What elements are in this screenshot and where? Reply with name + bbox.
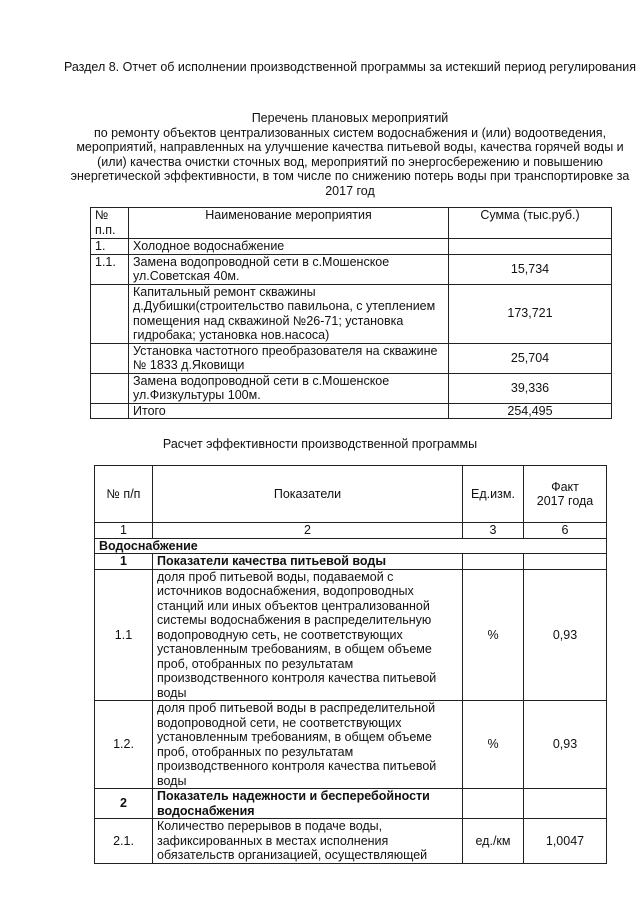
section-num: 1 — [95, 554, 153, 570]
row-num — [91, 373, 129, 403]
section-unit — [463, 554, 524, 570]
list-heading-body: по ремонту объектов централизованных систем водоснабжения и (или) водоотведения, мероприятий, направленных на улучшение качества питьевой воды, качества горячей воды и (или) качества очистки сточных вод, мероприятий по энергосбережению и повышению энергетической эффективности, в том числе по снижению потерь воды при транспортировке за 2017 год — [70, 125, 630, 198]
section-title: Раздел 8. Отчет об исполнении производственной программы за истекший период регулирования — [63, 60, 637, 74]
col-number: 2 — [153, 523, 463, 539]
table-row — [95, 569, 607, 701]
section-row — [95, 789, 607, 819]
row-fact: 0,93 — [524, 701, 607, 789]
header-sum: Сумма (тыс.руб.) — [449, 208, 612, 239]
list-heading — [70, 111, 630, 198]
row-text: Количество перерывов в подаче воды, зафиксированных в местах исполнения обязательств организацией, осуществляющей — [153, 819, 463, 864]
row-unit: ед./км — [463, 819, 524, 864]
efficiency-heading: Расчет эффективности производственной программы — [162, 437, 478, 451]
section-title: Показатели качества питьевой воды — [153, 554, 463, 570]
row-unit: % — [463, 701, 524, 789]
section-num: 2 — [95, 789, 153, 819]
row-name: Замена водопроводной сети в с.Мошенское ул.Физкультуры 100м. — [129, 373, 449, 403]
header-unit: Ед.изм. — [463, 466, 524, 523]
row-unit: % — [463, 569, 524, 701]
row-sum — [449, 239, 612, 255]
section-fact — [524, 789, 607, 819]
section-fact — [524, 554, 607, 570]
row-fact: 0,93 — [524, 569, 607, 701]
header-num: № п.п. — [91, 208, 129, 239]
table-row — [91, 373, 612, 403]
row-name: Замена водопроводной сети в с.Мошенское ул.Советская 40м. — [129, 254, 449, 284]
table-row — [91, 239, 612, 255]
total-num — [91, 403, 129, 419]
col-number: 6 — [524, 523, 607, 539]
column-number-row — [95, 523, 607, 539]
col-number: 3 — [463, 523, 524, 539]
header-name: Наименование мероприятия — [129, 208, 449, 239]
row-name: Установка частотного преобразователя на скважине № 1833 д.Яковищи — [129, 343, 449, 373]
table-row — [95, 701, 607, 789]
row-name: Капитальный ремонт скважины д.Дубишки(строительство павильона, с утеплением помещения над скважиной №26-71; установка гидробака; установка нов.насоса) — [129, 284, 449, 343]
col-number: 1 — [95, 523, 153, 539]
section-row — [95, 554, 607, 570]
row-sum: 39,336 — [449, 373, 612, 403]
row-num — [91, 343, 129, 373]
row-sum: 15,734 — [449, 254, 612, 284]
row-num: 1.1 — [95, 569, 153, 701]
row-text: доля проб питьевой воды, подаваемой с источников водоснабжения, водопроводных станций или иных объектов централизованной системы водоснабжения в распределительную водопроводную сеть, не соответствующих установленным требованиям, в общем объеме проб, отобранных по результатам производственного контроля качества питьевой воды — [153, 569, 463, 701]
row-name: Холодное водоснабжение — [129, 239, 449, 255]
efficiency-table — [94, 465, 607, 864]
header-num: № п/п — [95, 466, 153, 523]
header-indicator: Показатели — [153, 466, 463, 523]
row-num — [91, 284, 129, 343]
group-row — [95, 538, 607, 554]
table-row — [91, 284, 612, 343]
row-fact: 1,0047 — [524, 819, 607, 864]
row-sum: 25,704 — [449, 343, 612, 373]
row-text: доля проб питьевой воды в распределительной водопроводной сети, не соответствующих установленным требованиям, в общем объеме проб, отобранных по результатам производственного контроля качества питьевой воды — [153, 701, 463, 789]
table-row — [95, 819, 607, 864]
section-title: Показатель надежности и бесперебойности водоснабжения — [153, 789, 463, 819]
row-num: 2.1. — [95, 819, 153, 864]
table-total-row — [91, 403, 612, 419]
row-num: 1.1. — [91, 254, 129, 284]
table-header-row — [95, 466, 607, 523]
group-title: Водоснабжение — [95, 538, 607, 554]
total-label: Итого — [129, 403, 449, 419]
measures-table — [90, 207, 612, 419]
row-num: 1. — [91, 239, 129, 255]
total-sum: 254,495 — [449, 403, 612, 419]
table-header-row — [91, 208, 612, 239]
table-row — [91, 343, 612, 373]
list-heading-title: Перечень плановых мероприятий — [251, 111, 449, 125]
table-row — [91, 254, 612, 284]
section-unit — [463, 789, 524, 819]
row-sum: 173,721 — [449, 284, 612, 343]
row-num: 1.2. — [95, 701, 153, 789]
header-fact: Факт 2017 года — [524, 466, 607, 523]
